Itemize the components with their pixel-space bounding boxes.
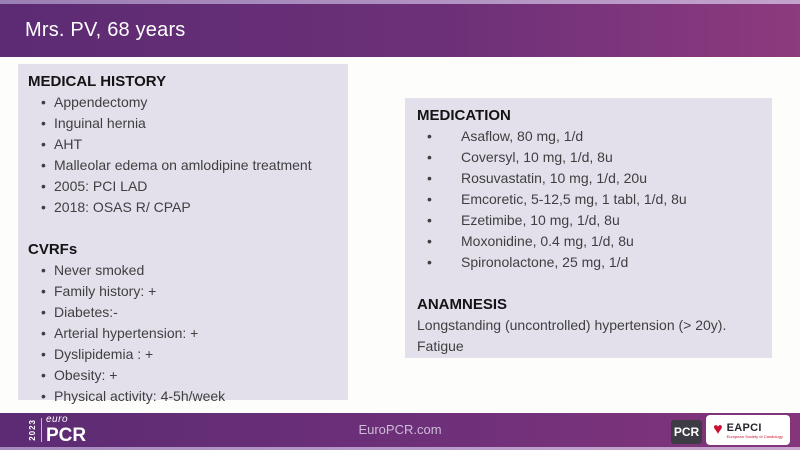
list-item: • Ezetimibe, 10 mg, 1/d, 8u	[417, 210, 760, 231]
anamnesis-line: Fatigue	[417, 338, 464, 354]
eapci-tagline: European Society of Cardiology	[726, 433, 783, 439]
list-item: • Appendectomy	[28, 92, 338, 113]
list-item: • Rosuvastatin, 10 mg, 1/d, 20u	[417, 168, 760, 189]
anamnesis-line: Longstanding (uncontrolled) hypertension (> 20y).	[417, 317, 727, 333]
list-item: • Inguinal hernia	[28, 113, 338, 134]
list-item: • Emcoretic, 5-12,5 mg, 1 tabl, 1/d, 8u	[417, 189, 760, 210]
list-item: • Arterial hypertension: +	[28, 323, 338, 344]
medical-history-panel	[18, 64, 348, 404]
list-item: • Dyslipidemia : +	[28, 344, 338, 365]
medication-list	[417, 126, 760, 273]
list-item: • Asaflow, 80 mg, 1/d	[417, 126, 760, 147]
logo-year: 2023	[28, 419, 37, 441]
list-item: • Coversyl, 10 mg, 1/d, 8u	[417, 147, 760, 168]
list-item: • Spironolactone, 25 mg, 1/d	[417, 252, 760, 273]
spacer	[417, 273, 760, 294]
footer-url: EuroPCR.com	[358, 422, 442, 437]
list-item: • 2018: OSAS R/ CPAP	[28, 197, 338, 218]
anamnesis-heading: ANAMNESIS	[417, 296, 508, 313]
list-item: • Malleolar edema on amlodipine treatment	[28, 155, 338, 176]
list-item: • Obesity: +	[28, 365, 338, 386]
spacer	[28, 218, 338, 239]
list-item: • AHT	[28, 134, 338, 155]
list-item: • 2005: PCI LAD	[28, 176, 338, 197]
medical-history-list	[28, 92, 338, 218]
medication-heading: MEDICATION	[417, 107, 511, 124]
slide-title: Mrs. PV, 68 years	[25, 19, 186, 41]
pcr-badge-label: PCR	[673, 425, 700, 439]
medication-panel	[405, 98, 772, 358]
list-item: • Diabetes:-	[28, 302, 338, 323]
medical-history-heading: MEDICAL HISTORY	[28, 73, 167, 90]
list-item: • Family history: +	[28, 281, 338, 302]
pcr-badge	[671, 420, 702, 444]
logo-euro-text: euro	[46, 414, 69, 425]
list-item: • Moxonidine, 0.4 mg, 1/d, 8u	[417, 231, 760, 252]
heart-icon: ♥	[713, 421, 723, 438]
cvrfs-list	[28, 260, 338, 407]
eapci-label: EAPCI	[726, 421, 762, 434]
cvrfs-heading: CVRFs	[28, 241, 78, 258]
eapci-badge	[706, 415, 790, 445]
logo-pcr-text: PCR	[46, 425, 87, 446]
eapci-text-block	[727, 422, 783, 439]
list-item: • Physical activity: 4-5h/week	[28, 386, 338, 407]
footer-bar	[0, 413, 800, 447]
slide-title-bar	[0, 4, 800, 57]
list-item: • Never smoked	[28, 260, 338, 281]
